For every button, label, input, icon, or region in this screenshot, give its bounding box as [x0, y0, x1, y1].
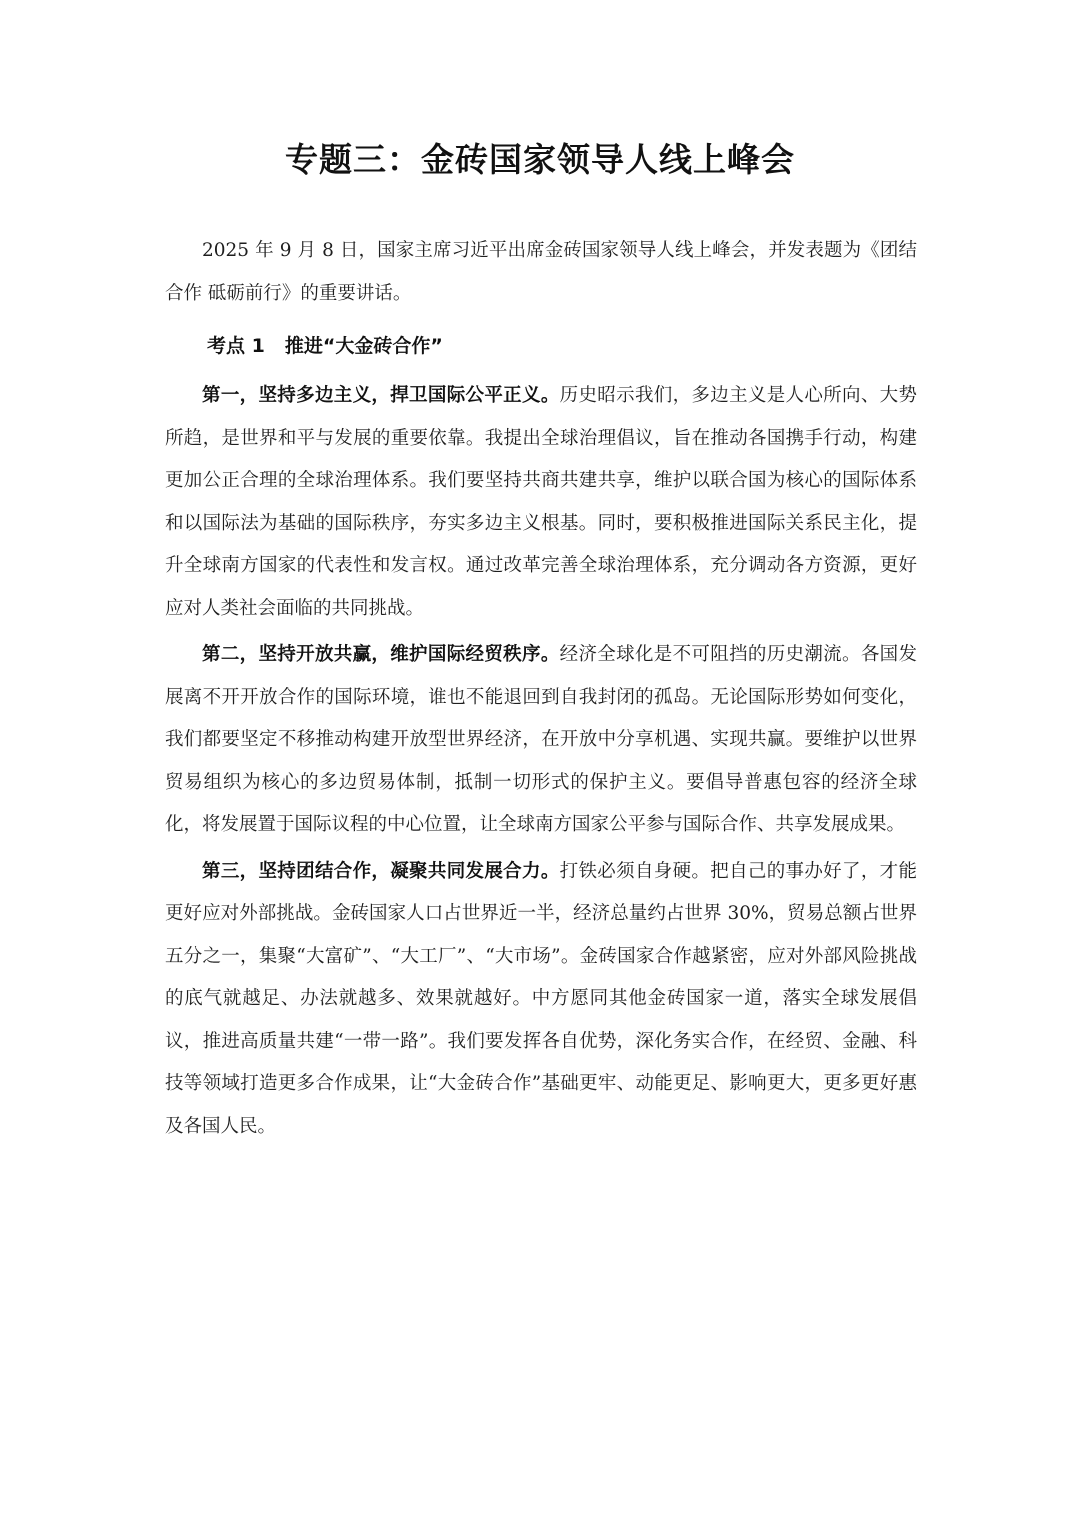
section-heading [165, 325, 917, 367]
point-lead: 第三，坚持团结合作，凝聚共同发展合力。 [202, 860, 560, 882]
section-number: 考点 1 [207, 335, 265, 357]
point-lead: 第一，坚持多边主义，捍卫国际公平正义。 [202, 385, 560, 406]
point-lead: 第二，坚持开放共赢，维护国际经贸秩序。 [202, 644, 560, 665]
point-paragraph-3 [165, 851, 917, 1149]
point-text: 打铁必须自身硬。把自己的事办好了，才能更好应对外部挑战。金砖国家人口占世界近一半，经济总量约占世界 30%，贸易总额占世界五分之一，集聚“大富矿”、“大工厂”、“大市场”。金砖国家合作越紧密，应对外部风险挑战的底气就越足、办法就越多、效果就越好。中方愿同其他金砖国家一道，落实全球发展倡议，推进高质量共建“一带一路”。我们要发挥各自优势，深化务实合作，在经贸、金融、科技等领域打造更多合作成果，让“大金砖合作”基础更牢、动能更足、影响更大，更多更好惠及各国人民。 [165, 860, 917, 1137]
page-title: 专题三：金砖国家领导人线上峰会 [285, 140, 795, 179]
section-title: 推进“大金砖合作” [284, 335, 443, 357]
point-paragraph-1 [165, 375, 917, 630]
point-text: 历史昭示我们，多边主义是人心所向、大势所趋，是世界和平与发展的重要依靠。我提出全球治理倡议，旨在推动各国携手行动，构建更加公正合理的全球治理体系。我们要坚持共商共建共享，维护以联合国为核心的国际体系和以国际法为基础的国际秩序，夯实多边主义根基。同时，要积极推进国际关系民主化，提升全球南方国家的代表性和发言权。通过改革完善全球治理体系，充分调动各方资源，更好应对人类社会面临的共同挑战。 [165, 385, 917, 619]
point-text: 经济全球化是不可阻挡的历史潮流。各国发展离不开开放合作的国际环境，谁也不能退回到自我封闭的孤岛。无论国际形势如何变化，我们都要坚定不移推动构建开放型世界经济，在开放中分享机遇、实现共赢。要维护以世界贸易组织为核心的多边贸易体制，抵制一切形式的保护主义。要倡导普惠包容的经济全球化，将发展置于国际议程的中心位置，让全球南方国家公平参与国际合作、共享发展成果。 [165, 644, 917, 835]
point-paragraph-2 [165, 634, 917, 847]
intro-paragraph: 2025 年 9 月 8 日，国家主席习近平出席金砖国家领导人线上峰会，并发表题为《团结合作 砥砺前行》的重要讲话。 [165, 240, 917, 304]
document-body [165, 230, 917, 1148]
